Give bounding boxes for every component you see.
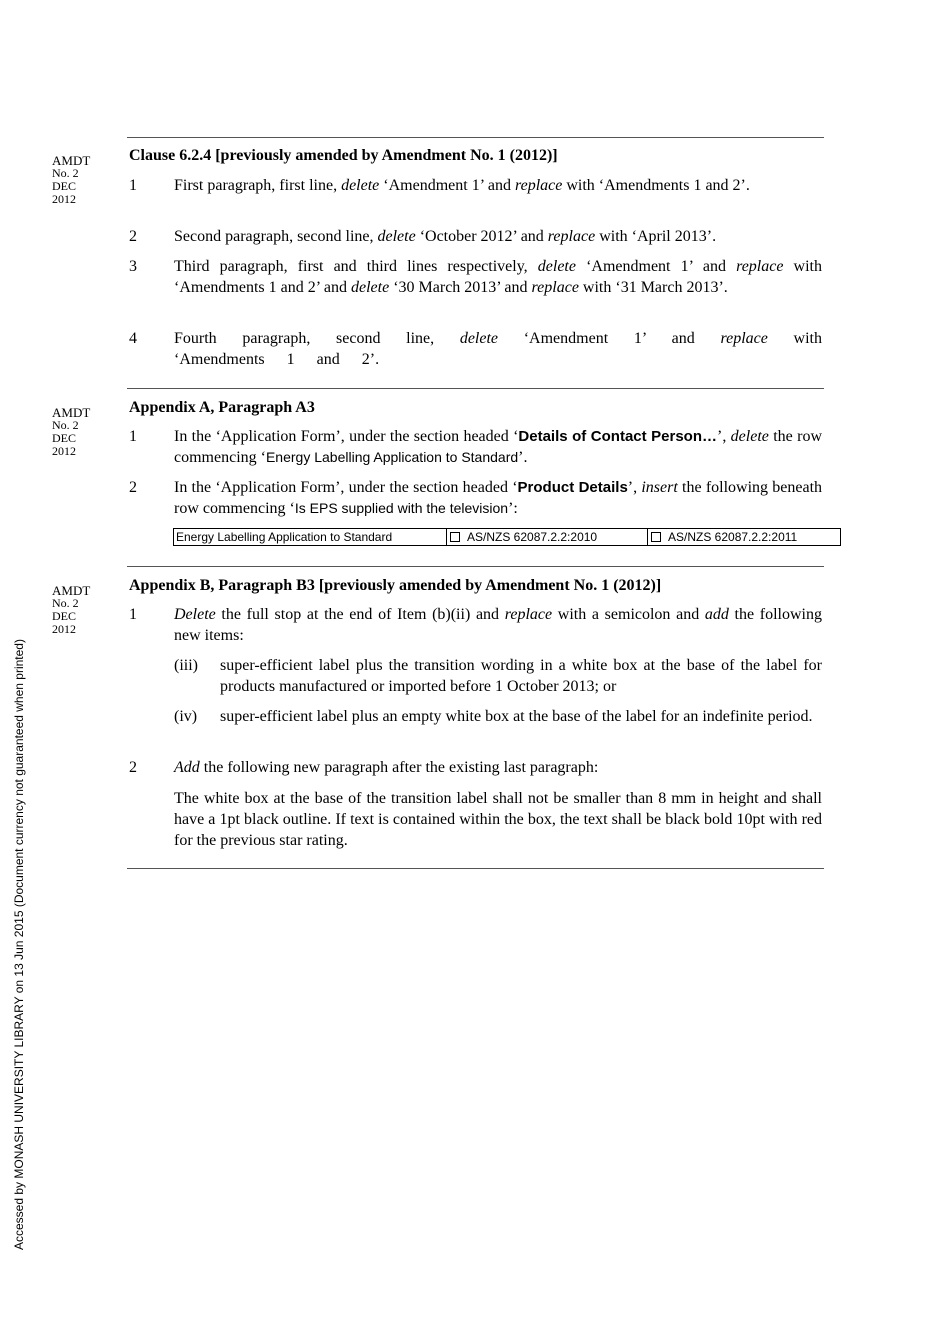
list-item bbox=[129, 757, 822, 778]
amendment-tag: AMDT No. 2 DEC 2012 bbox=[52, 405, 91, 458]
item-number: 1 bbox=[129, 606, 137, 623]
option-2010[interactable]: AS/NZS 62087.2.2:2010 bbox=[447, 529, 648, 545]
item-text: In the ‘Application Form’, under the section headed ‘Details of Contact Person…’, delete the row commencing ‘Energy Labelling Application to Standard’. bbox=[174, 428, 822, 466]
list-item bbox=[129, 175, 822, 196]
list-item bbox=[129, 226, 822, 247]
divider bbox=[127, 868, 824, 869]
sub-item-number: (iv) bbox=[174, 708, 198, 725]
amendment-tag: AMDT No. 2 DEC 2012 bbox=[52, 583, 91, 636]
sub-item-number: (iii) bbox=[174, 657, 198, 674]
item-number: 3 bbox=[129, 258, 137, 275]
form-row-table bbox=[173, 528, 841, 546]
access-watermark-text: Accessed by MONASH UNIVERSITY LIBRARY on 13 Jun 2015 (Document currency not guaranteed when printed) bbox=[12, 639, 26, 1250]
option-2011[interactable]: AS/NZS 62087.2.2:2011 bbox=[648, 529, 840, 545]
list-item bbox=[129, 426, 822, 468]
divider bbox=[127, 137, 824, 138]
item-text: Delete the full stop at the end of Item (b)(ii) and replace with a semicolon and add the following new items: bbox=[174, 606, 822, 644]
item-number: 2 bbox=[129, 479, 137, 496]
section-title: Appendix A, Paragraph A3 bbox=[129, 399, 315, 416]
item-number: 4 bbox=[129, 330, 137, 347]
divider bbox=[127, 388, 824, 389]
sub-item-text: super-efficient label plus the transition wording in a white box at the base of the label for products manufactured or imported before 1 October 2013; or bbox=[220, 657, 822, 695]
list-item bbox=[129, 604, 822, 646]
section-title: Clause 6.2.4 [previously amended by Amendment No. 1 (2012)] bbox=[129, 147, 558, 164]
inserted-paragraph: The white box at the base of the transition label shall not be smaller than 8 mm in height and shall have a 1pt black outline. If text is contained within the box, the text shall be black bold 10pt with red for the previous star rating. bbox=[174, 790, 822, 849]
item-number: 1 bbox=[129, 428, 137, 445]
item-text: Fourth paragraph, second line, delete ‘Amendment 1’ and replace with ‘Amendments 1 and 2’. bbox=[174, 330, 822, 368]
list-item bbox=[129, 477, 822, 519]
sub-item bbox=[174, 655, 822, 697]
list-item bbox=[129, 328, 822, 370]
item-number: 2 bbox=[129, 228, 137, 245]
divider bbox=[127, 566, 824, 567]
sub-item-text: super-efficient label plus an empty white box at the base of the label for an indefinite period. bbox=[220, 708, 813, 725]
item-text: In the ‘Application Form’, under the section headed ‘Product Details’, insert the following beneath row commencing ‘Is EPS supplied with the television’: bbox=[174, 479, 823, 517]
item-number: 1 bbox=[129, 177, 137, 194]
checkbox-icon[interactable] bbox=[450, 532, 460, 542]
row-label: Energy Labelling Application to Standard bbox=[174, 529, 447, 545]
checkbox-icon[interactable] bbox=[651, 532, 661, 542]
item-text: Add the following new paragraph after the existing last paragraph: bbox=[174, 759, 599, 776]
item-text: Second paragraph, second line, delete ‘October 2012’ and replace with ‘April 2013’. bbox=[174, 228, 717, 245]
item-text: First paragraph, first line, delete ‘Amendment 1’ and replace with ‘Amendments 1 and 2’. bbox=[174, 177, 750, 194]
section-title: Appendix B, Paragraph B3 [previously amended by Amendment No. 1 (2012)] bbox=[129, 577, 662, 594]
amendment-tag: AMDT No. 2 DEC 2012 bbox=[52, 153, 91, 206]
item-number: 2 bbox=[129, 759, 137, 776]
sub-item bbox=[174, 706, 822, 727]
item-text: Third paragraph, first and third lines respectively, delete ‘Amendment 1’ and replace with ‘Amendments 1 and 2’ and delete ‘30 March 2013’ and replace with ‘31 March 2013’. bbox=[174, 258, 822, 296]
list-item bbox=[129, 256, 822, 298]
